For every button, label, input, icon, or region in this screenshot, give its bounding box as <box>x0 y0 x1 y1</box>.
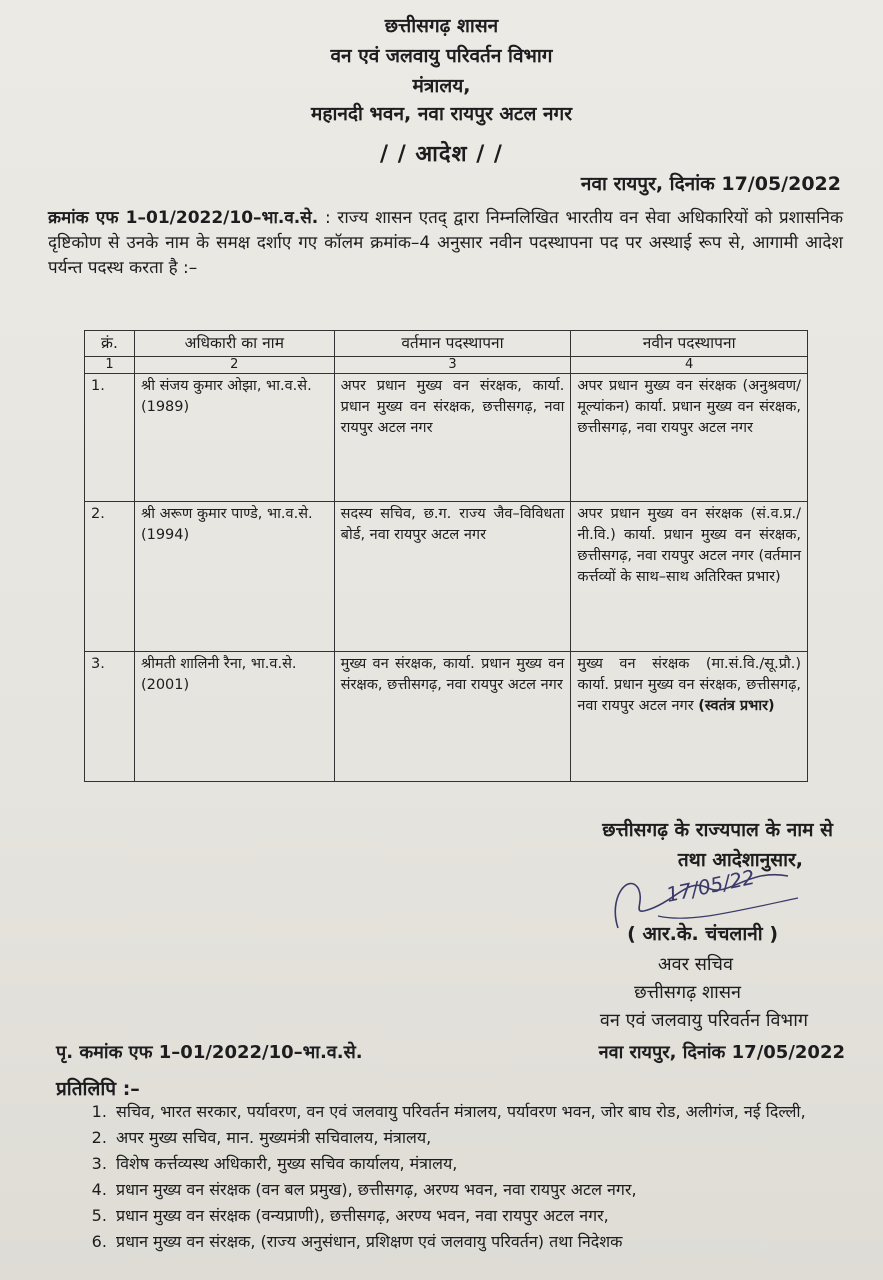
row-new-posting-text: मुख्य वन संरक्षक (मा.सं.वि./सू.प्रौ.) कार्या. प्रधान मुख्य वन संरक्षक, छत्तीसगढ़, नवा रायपुर अटल नगर <box>577 656 801 714</box>
row-officer-name: श्री अरूण कुमार पाण्डे, भा.व.से. (1994) <box>134 502 334 652</box>
table-header-row <box>85 331 808 357</box>
col-number: 4 <box>571 357 808 374</box>
endorsement-reference: पृ. कमांक एफ 1–01/2022/10–भा.व.से. <box>56 1042 363 1063</box>
signoff-order-line: तथा आदेशानुसार, <box>677 849 803 871</box>
table-row <box>85 502 808 652</box>
list-item: 2. अपर मुख्य सचिव, मान. मुख्यमंत्री सचिवालय, मंत्रालय, <box>112 1126 883 1150</box>
list-item: 3. विशेष कर्त्तव्यस्थ अधिकारी, मुख्य सचिव कार्यालय, मंत्रालय, <box>112 1152 883 1176</box>
header-department: वन एवं जलवायु परिवर्तन विभाग <box>330 45 553 67</box>
list-item: 1. सचिव, भारत सरकार, पर्यावरण, वन एवं जलवायु परिवर्तन मंत्रालय, पर्यावरण भवन, जोर बाघ रोड, अलीगंज, नई दिल्ली, <box>112 1100 883 1124</box>
order-title: / / आदेश / / <box>380 142 503 167</box>
row-new-posting <box>571 502 808 652</box>
order-text: : राज्य शासन एतद् द्वारा निम्नलिखित भारतीय वन सेवा अधिकारियों को प्रशासनिक दृष्टिकोण से उनके नाम के समक्ष दर्शाए गए कॉलम क्रमांक–4 अनुसार नवीन पदस्थापना पद पर अस्थाई रूप से, आगामी आदेश पर्यन्त पदस्थ करता है :– <box>48 208 844 278</box>
list-item: 5. प्रधान मुख्य वन संरक्षक (वन्यप्राणी), छत्तीसगढ़, अरण्य भवन, नवा रायपुर अटल नगर, <box>112 1204 883 1228</box>
header-new-posting: नवीन पदस्थापना <box>571 331 808 357</box>
posting-table <box>84 330 808 782</box>
row-current-posting: सदस्य सचिव, छ.ग. राज्य जैव–विविधता बोर्ड, नवा रायपुर अटल नगर <box>334 502 571 652</box>
header-officer-name: अधिकारी का नाम <box>134 331 334 357</box>
col-number: 1 <box>85 357 135 374</box>
header-ministry: मंत्रालय, <box>412 75 471 97</box>
col-number: 3 <box>334 357 571 374</box>
header-current-posting: वर्तमान पदस्थापना <box>334 331 571 357</box>
row-new-posting <box>571 374 808 502</box>
column-number-row <box>85 357 808 374</box>
signoff-governor-line: छत्तीसगढ़ के राज्यपाल के नाम से <box>602 819 833 841</box>
row-sno: 2. <box>85 502 135 652</box>
list-item: 6. प्रधान मुख्य वन संरक्षक, (राज्य अनुसंधान, प्रशिक्षण एवं जलवायु परिवर्तन) तथा निदेशक <box>112 1230 883 1254</box>
order-paragraph <box>48 206 843 281</box>
header-sno: क्रं. <box>85 331 135 357</box>
signatory-designation: अवर सचिव <box>657 954 733 975</box>
signatory-department: वन एवं जलवायु परिवर्तन विभाग <box>599 1010 808 1031</box>
distribution-list <box>60 1100 883 1256</box>
col-number: 2 <box>134 357 334 374</box>
table-row <box>85 652 808 782</box>
order-date: नवा रायपुर, दिनांक 17/05/2022 <box>580 173 841 195</box>
row-new-posting-bold: (स्वतंत्र प्रभार) <box>698 698 775 714</box>
header-government: छत्तीसगढ़ शासन <box>384 15 499 37</box>
row-officer-name: श्री संजय कुमार ओझा, भा.व.से. (1989) <box>134 374 334 502</box>
header-address: महानदी भवन, नवा रायपुर अटल नगर <box>311 103 572 125</box>
signatory-government: छत्तीसगढ़ शासन <box>634 982 741 1003</box>
row-new-posting-text: अपर प्रधान मुख्य वन संरक्षक (सं.व.प्र./नी.वि.) कार्या. प्रधान मुख्य वन संरक्षक, छत्तीसगढ़, नवा रायपुर अटल नगर (वर्तमान कर्त्तव्यों के साथ–साथ अतिरिक्त प्रभार) <box>577 506 801 585</box>
row-current-posting: मुख्य वन संरक्षक, कार्या. प्रधान मुख्य वन संरक्षक, छत्तीसगढ़, नवा रायपुर अटल नगर <box>334 652 571 782</box>
row-new-posting-text: अपर प्रधान मुख्य वन संरक्षक (अनुश्रवण/मूल्यांकन) कार्या. प्रधान मुख्य वन संरक्षक, छत्तीसगढ़, नवा रायपुर अटल नगर <box>577 378 801 436</box>
row-sno: 1. <box>85 374 135 502</box>
table-row <box>85 374 808 502</box>
endorsement-date: नवा रायपुर, दिनांक 17/05/2022 <box>598 1042 845 1063</box>
signatory-name: ( आर.के. चंचलानी ) <box>627 923 778 945</box>
row-current-posting: अपर प्रधान मुख्य वन संरक्षक, कार्या. प्रधान मुख्य वन संरक्षक, छत्तीसगढ़, नवा रायपुर अटल नगर <box>334 374 571 502</box>
list-item: 4. प्रधान मुख्य वन संरक्षक (वन बल प्रमुख), छत्तीसगढ़, अरण्य भवन, नवा रायपुर अटल नगर, <box>112 1178 883 1202</box>
row-officer-name: श्रीमती शालिनी रैना, भा.व.से. (2001) <box>134 652 334 782</box>
order-reference: क्रमांक एफ 1–01/2022/10–भा.व.से. <box>48 208 319 228</box>
row-sno: 3. <box>85 652 135 782</box>
row-new-posting <box>571 652 808 782</box>
copy-label: प्रतिलिपि :– <box>56 1078 140 1100</box>
signature-date: 17/05/22 <box>664 864 757 907</box>
